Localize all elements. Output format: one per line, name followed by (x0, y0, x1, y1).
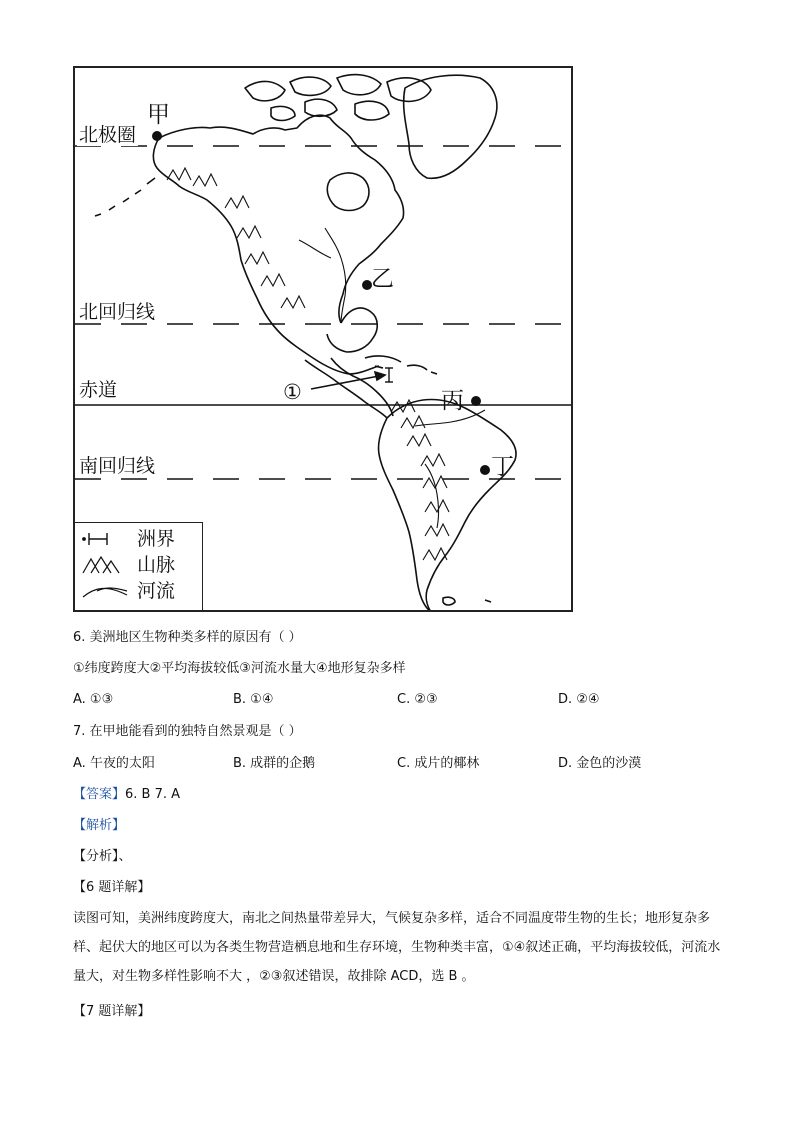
gulf-coast (327, 308, 377, 352)
south-america-east-coast (387, 399, 516, 612)
answer-line (73, 785, 180, 805)
legend-row-boundary (75, 527, 203, 551)
place-dot-jia (152, 131, 162, 141)
place-label-yi: 乙 (371, 266, 394, 292)
detail-7-heading: 【7 题详解】 (73, 1004, 151, 1019)
southern-islands (443, 597, 491, 605)
legend-boundary-text: 洲界 (137, 528, 176, 550)
equator-label: 赤道 (79, 379, 118, 401)
legend-mountain-text: 山脉 (137, 554, 176, 576)
hudson-bay (327, 173, 369, 211)
mississippi-river (325, 228, 346, 323)
legend-row-river (75, 579, 203, 603)
place-dot-bing (471, 396, 481, 406)
place-dot-ding (480, 465, 490, 475)
fenxi-heading: 【分析】、 (73, 849, 132, 864)
central-america-caribbean (331, 358, 393, 416)
legend-river-text: 河流 (137, 580, 176, 602)
parana-river (425, 464, 439, 528)
marker-label-1: ① (283, 380, 302, 404)
tropic-of-capricorn-label: 南回归线 (79, 455, 156, 477)
legend-row-mountain (75, 553, 203, 577)
q6-option-c[interactable]: C. ②③ (397, 692, 438, 707)
q7-option-b[interactable]: B. 成群的企鹅 (233, 756, 316, 771)
americas-map (73, 66, 573, 612)
q6-option-d[interactable]: D. ②④ (558, 692, 600, 707)
mountain-icon (81, 555, 131, 575)
aleutian-islands (95, 178, 155, 216)
q7-option-a[interactable]: A. 午夜的太阳 (73, 756, 155, 771)
question-6-stem: 6. 美洲地区生物种类多样的原因有（ ） (73, 630, 302, 645)
map-legend (75, 522, 203, 610)
arctic-circle-label: 北极圈 (79, 124, 137, 146)
q7-option-d[interactable]: D. 金色的沙漠 (558, 756, 642, 771)
caribbean-islands (365, 356, 437, 374)
missouri-river (299, 240, 331, 258)
place-label-ding: 丁 (491, 454, 514, 480)
mountain-symbols (167, 168, 449, 560)
analysis-tag: 【解析】 (73, 818, 126, 833)
answer-tag: 【答案】 (73, 787, 126, 802)
place-label-jia: 甲 (147, 102, 170, 128)
tropic-of-cancer-label: 北回归线 (79, 301, 156, 323)
detail-6-text: 读图可知，美洲纬度跨度大，南北之间热量带差异大，气候复杂多样，适合不同温度带生物的生长；地形复杂多样、起伏大的地区可以为各类生物营造栖息地和生存环境，生物种类丰富，①④叙述正确，平均海拔较低，河流水量大，对生物多样性影响不大 ，②③叙述错误，故排除 ACD，选 B 。 (73, 911, 721, 984)
answer-value: 6. B 7. A (125, 787, 181, 802)
south-america-west-coast (378, 418, 431, 612)
question-7-stem: 7. 在甲地能看到的独特自然景观是（ ） (73, 724, 302, 739)
q6-option-b[interactable]: B. ①④ (233, 692, 274, 707)
question-6-statements: ①纬度跨度大②平均海拔较低③河流水量大④地形复杂多样 (73, 661, 406, 676)
detail-6-heading: 【6 题详解】 (73, 880, 151, 895)
river-icon (81, 581, 131, 601)
q6-option-a[interactable]: A. ①③ (73, 692, 114, 707)
greenland (404, 75, 497, 178)
place-label-bing: 丙 (441, 388, 464, 414)
q7-option-c[interactable]: C. 成片的椰林 (397, 756, 480, 771)
boundary-icon (81, 529, 111, 549)
